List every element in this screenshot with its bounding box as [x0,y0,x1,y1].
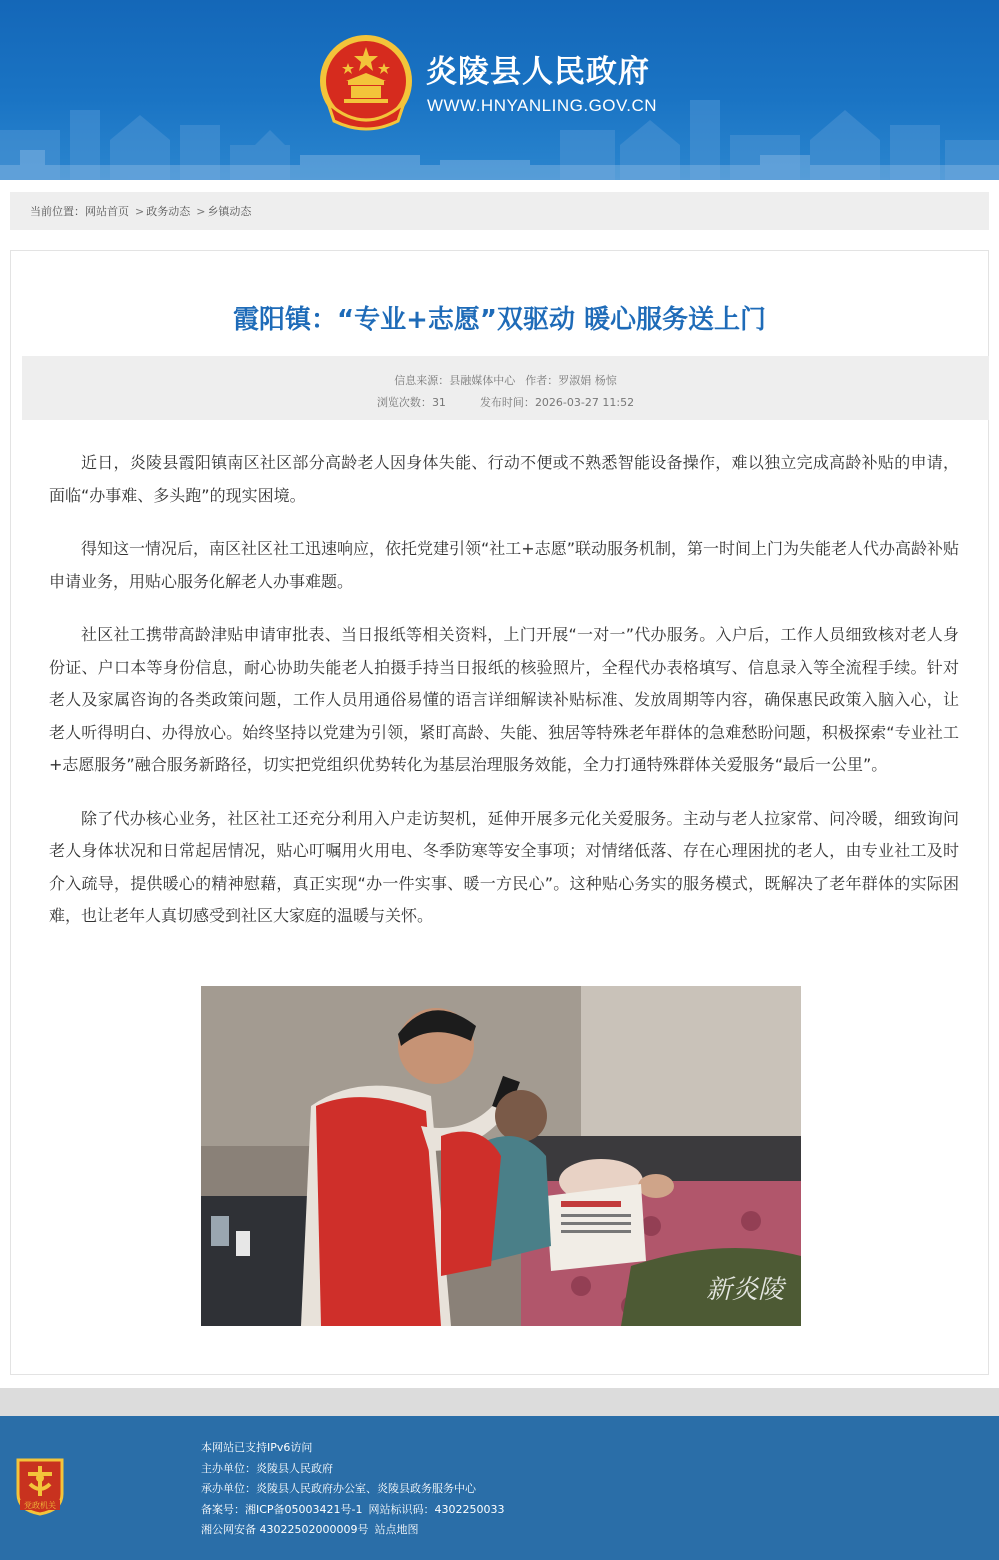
article-body [49,447,959,954]
sponsor-line [201,1459,505,1480]
national-emblem-icon[interactable] [318,33,414,133]
footer-top-band [0,1388,999,1416]
breadcrumb-township-link[interactable]: 乡镇动态 [207,205,252,218]
breadcrumb-separator: > [196,204,206,218]
photo-watermark: 新炎陵 [706,1275,785,1305]
article-meta [22,356,989,420]
breadcrumb-separator: > [135,204,145,218]
article-paragraph: 社区社工携带高龄津贴申请审批表、当日报纸等相关资料，上门开展“一对一”代办服务。入户后，工作人员细致核对老人身份证、户口本等身份信息，耐心协助失能老人拍摄手持当日报纸的核验照片，全程代办表格填写、信息录入等全流程手续。针对老人及家属咨询的各类政策问题，工作人员用通俗易懂的语言详细解读补贴标准、发放周期等内容，确保惠民政策入脑入心，让老人听得明白、办得放心。始终坚持以党建为引领，紧盯高龄、失能、独居等特殊老年群体的急难愁盼问题，积极探索“专业社工+志愿服务”融合服务新路径，切实把党组织优势转化为基层治理服务效能，全力打通特殊群体关爱服务“最后一公里”。 [49,625,959,774]
author-value: 罗淑娟 杨惊 [558,374,617,387]
article-title: 霞阳镇：“专业+志愿”双驱动 暖心服务送上门 [232,305,766,335]
site-id-label: 网站标识码： [368,1502,435,1516]
article-photo[interactable] [201,986,801,1326]
sponsor-value: 炎陵县人民政府 [256,1461,333,1475]
article-meta-row-1 [22,370,989,392]
article-meta-row-2 [22,392,989,414]
sponsor-label: 主办单位： [201,1461,256,1475]
source-label: 信息来源： [394,374,450,387]
party-government-badge-icon[interactable] [14,1456,66,1516]
ipv6-notice: 本网站已支持IPv6访问 [201,1441,313,1454]
organizer-line [201,1479,505,1500]
organizer-value: 炎陵县人民政府办公室、炎陵县政务服务中心 [256,1482,476,1495]
author-label: 作者： [525,374,559,387]
source-value: 县融媒体中心 [449,374,516,387]
site-header [0,0,999,180]
date-value: 2026-03-27 11:52 [534,396,635,409]
article-paragraph: 得知这一情况后，南区社区社工迅速响应，依托党建引领“社工+志愿”联动服务机制，第一时间上门为失能老人代办高龄补贴申请业务，用贴心服务化解老人办事难题。 [49,539,959,591]
article-card [10,250,989,1375]
views-value: 31 [431,396,446,409]
article-paragraph: 除了代办核心业务，社区社工还充分利用入户走访契机，延伸开展多元化关爱服务。主动与老人拉家常、问冷暖，细致询问老人身体状况和日常起居情况，贴心叮嘱用火用电、冬季防寒等安全事项；对情绪低落、存在心理困扰的老人，由专业社工及时介入疏导，提供暖心的精神慰藉，真正实现“办一件实事、暖一方民心”。这种贴心务实的服务模式，既解决了老年群体的实际困难，也让老年人真切感受到社区大家庭的温暖与关怀。 [49,808,959,925]
police-line [201,1520,505,1541]
site-id-value: 4302250033 [434,1502,505,1516]
icp-line [201,1500,505,1521]
icp-value[interactable]: 湘ICP备05003421号-1 [245,1502,363,1516]
organizer-label: 承办单位： [201,1482,256,1495]
icp-label: 备案号： [201,1502,245,1516]
badge-text: 党政机关 [24,1501,56,1510]
breadcrumb-news-link[interactable]: 政务动态 [146,205,191,218]
breadcrumb-prefix: 当前位置： [30,205,85,218]
breadcrumb [10,192,989,230]
site-url[interactable]: WWW.HNYANLING.GOV.CN [427,96,658,115]
footer-info [201,1438,505,1541]
sitemap-link[interactable]: 站点地图 [374,1523,419,1536]
site-footer [0,1416,999,1560]
site-title[interactable]: 炎陵县人民政府 [426,54,650,90]
views-label: 浏览次数： [376,396,432,409]
photo-illustration [201,986,801,1326]
article-paragraph: 近日，炎陵县霞阳镇南区社区部分高龄老人因身体失能、行动不便或不熟悉智能设备操作，难以独立完成高龄补贴的申请，面临“办事难、多头跑”的现实困境。 [49,453,959,505]
date-label: 发布时间： [479,396,535,409]
police-record[interactable]: 湘公网安备 43022502000009号 [201,1523,369,1536]
breadcrumb-home-link[interactable]: 网站首页 [85,205,129,218]
